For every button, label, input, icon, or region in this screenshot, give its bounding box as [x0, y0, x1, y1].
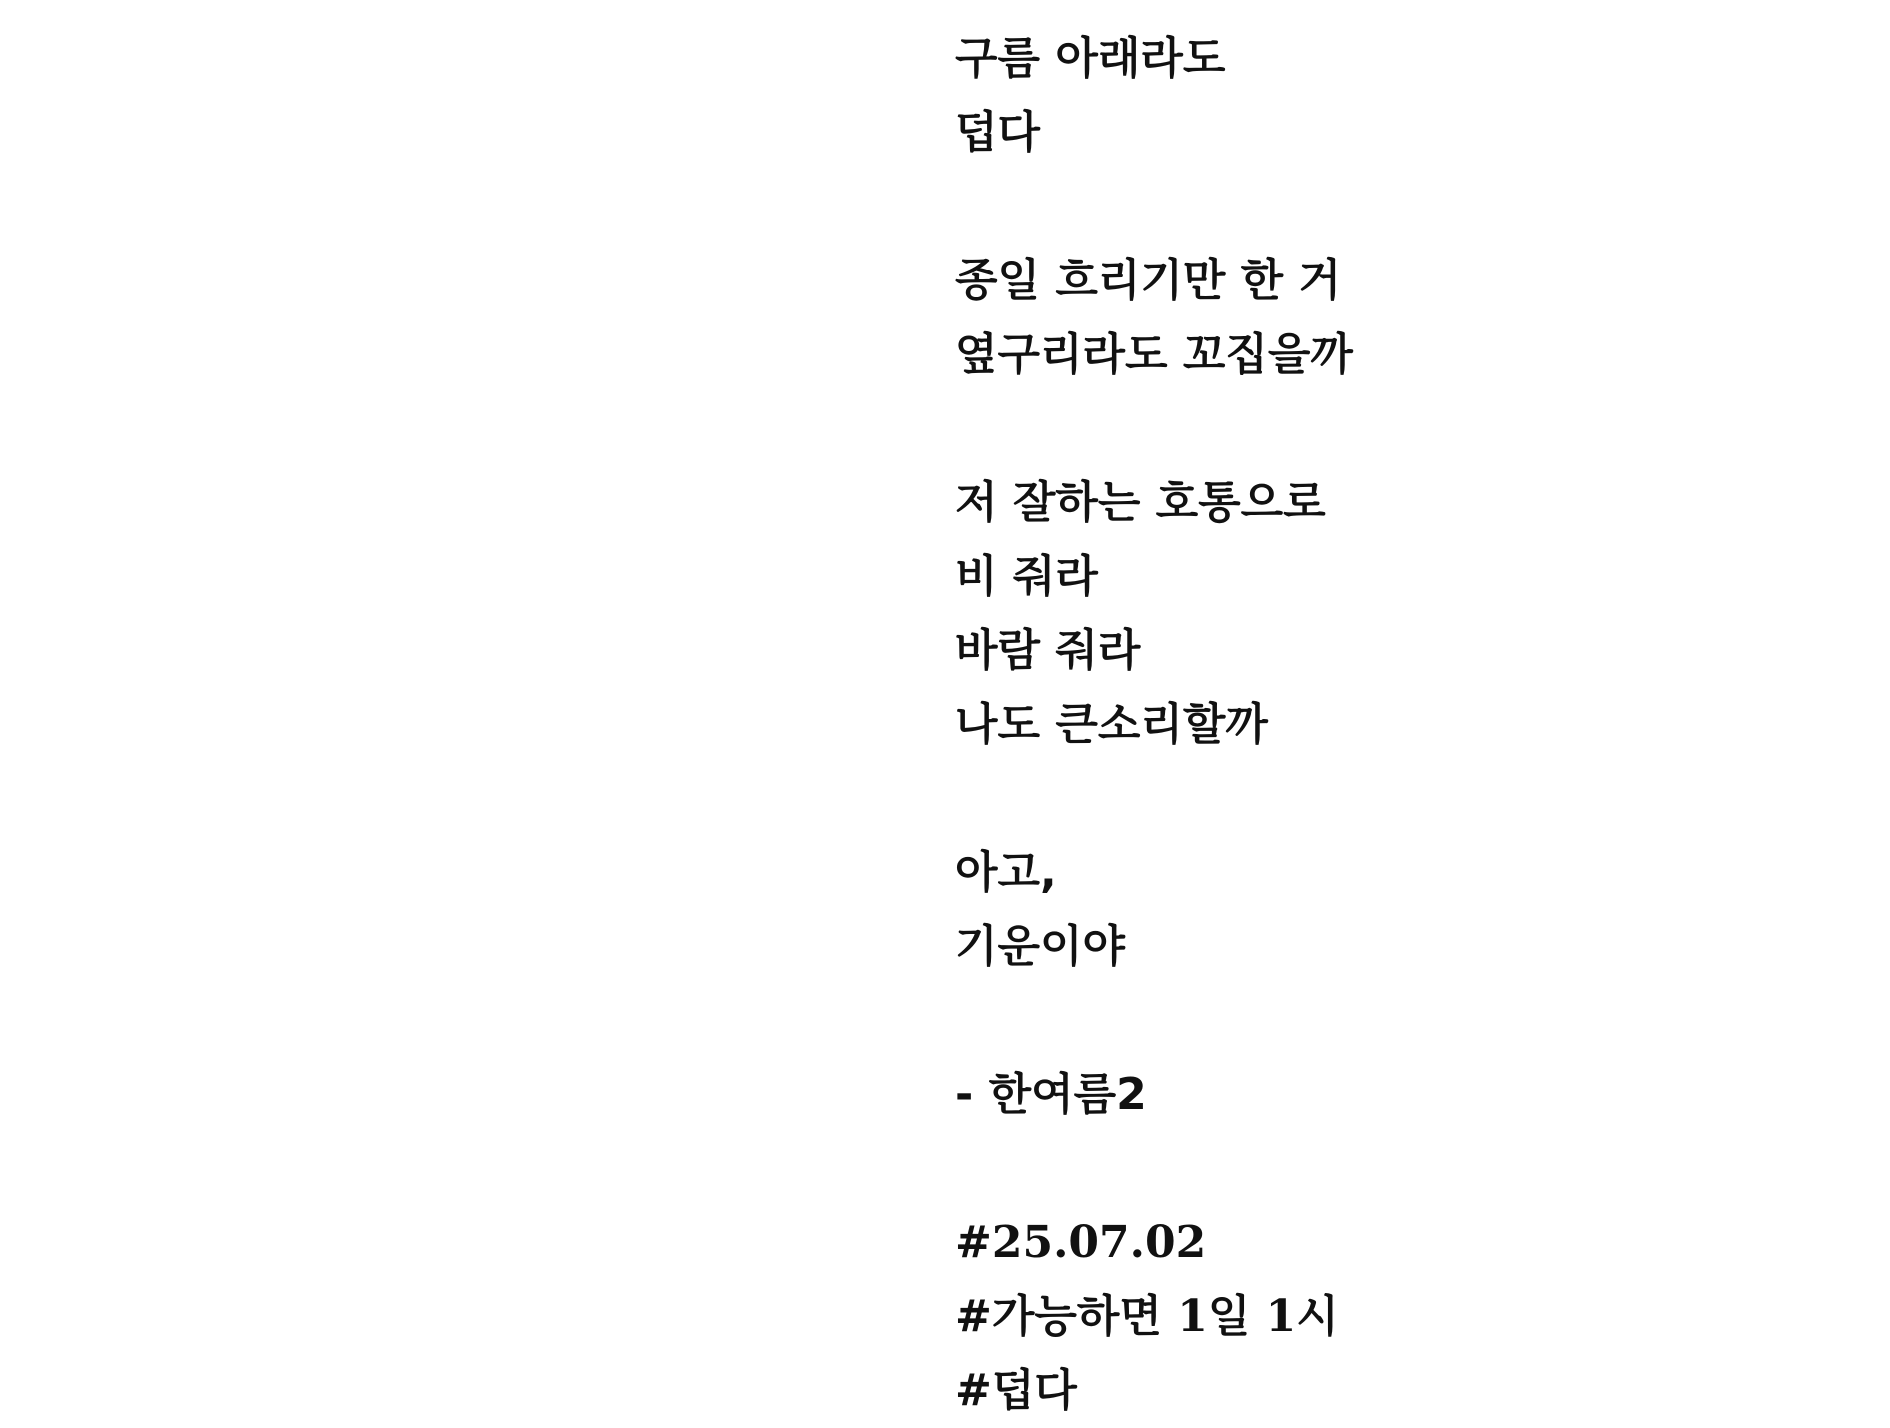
stanza-break	[955, 762, 1855, 836]
poem-line: 구름 아래라도	[955, 33, 1226, 84]
hashtag[interactable]: #25.07.02	[955, 1217, 1207, 1268]
hashtag[interactable]: #가능하면 1일 1시	[955, 1291, 1339, 1342]
poem-line: 옆구리라도 꼬집을까	[955, 329, 1353, 380]
poem-line: 종일 흐리기만 한 거	[955, 255, 1341, 306]
stanza-break	[955, 984, 1855, 1058]
stanza-break	[955, 392, 1855, 466]
poem-signature: - 한여름2	[955, 1069, 1147, 1120]
stanza-break	[955, 170, 1855, 244]
poem-line: 저 잘하는 호통으로	[955, 477, 1326, 528]
poem-line: 기운이야	[955, 921, 1126, 972]
poem-line: 나도 큰소리할까	[955, 699, 1268, 750]
poem-body	[955, 22, 1855, 1428]
hashtag[interactable]: #덥다	[955, 1365, 1077, 1416]
poem-line: 비 줘라	[955, 551, 1098, 602]
stanza-break	[955, 1132, 1855, 1206]
poem-line: 덥다	[955, 107, 1041, 158]
poem-line: 바람 줘라	[955, 625, 1141, 676]
poem-line: 아고,	[955, 847, 1057, 898]
